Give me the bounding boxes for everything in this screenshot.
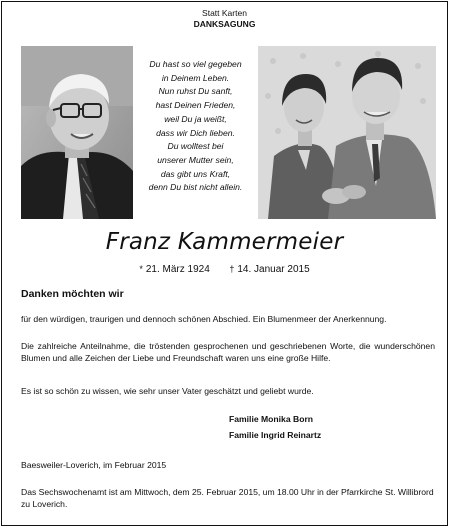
couple-photo-image — [258, 46, 436, 219]
life-dates — [2, 264, 447, 275]
poem-line: denn Du bist nicht allein. — [148, 182, 243, 193]
paragraph: Die zahlreiche Anteilnahme, die tröstenden gesprochenen und geschriebenen Worte, die wunderschönen Blumen und alle Zeichen der Liebe und Freundschaft waren uns eine große Hilfe. — [21, 341, 435, 364]
poem-line: weil Du ja weißt, — [164, 113, 227, 124]
paragraph: Es ist so schön zu wissen, wie sehr unser Vater geschätzt und geliebt wurde. — [21, 386, 314, 396]
poem-line: Du wolltest bei — [167, 141, 224, 152]
family-signature: Familie Ingrid Reinartz — [229, 430, 322, 440]
poem-line: hast Deinen Frieden, — [155, 100, 236, 111]
poem-line: Du hast so viel gegeben — [149, 59, 242, 69]
birth-date: 21. März 1924 — [145, 264, 210, 275]
poem-line: Nun ruhst Du sanft, — [158, 86, 233, 97]
obituary-card — [1, 1, 448, 526]
couple-photo — [258, 46, 436, 219]
paragraph: für den würdigen, traurigen und dennoch schönen Abschied. Ein Blumenmeer der Anerkennung. — [21, 314, 387, 324]
birth-symbol: * — [139, 264, 143, 274]
header — [2, 8, 447, 30]
poem-line: in Deinem Leben. — [161, 72, 230, 83]
poem-line: unserer Mutter sein, — [157, 154, 234, 165]
portrait-photo — [21, 46, 133, 219]
poem-line: dass wir Dich lieben. — [156, 127, 235, 138]
danksagung-title: DANKSAGUNG — [193, 19, 256, 29]
place-date: Baesweiler-Loverich, im Februar 2015 — [21, 460, 167, 470]
death-cross-icon: † — [229, 264, 235, 274]
mass-announcement: Das Sechswochenamt ist am Mittwoch, dem 25. Februar 2015, um 18.00 Uhr in der Pfarrkirche St. Willibrord zu Loverich. — [21, 487, 434, 510]
death-date: 14. Januar 2015 — [237, 264, 310, 275]
poem — [133, 58, 258, 195]
portrait-photo-image — [21, 46, 133, 219]
thanks-heading: Danken möchten wir — [21, 288, 124, 300]
deceased-name: Franz Kammermeier — [105, 229, 344, 255]
family-signature: Familie Monika Born — [229, 414, 314, 424]
poem-line: das gibt uns Kraft, — [160, 168, 231, 179]
statt-karten-label: Statt Karten — [202, 8, 247, 18]
